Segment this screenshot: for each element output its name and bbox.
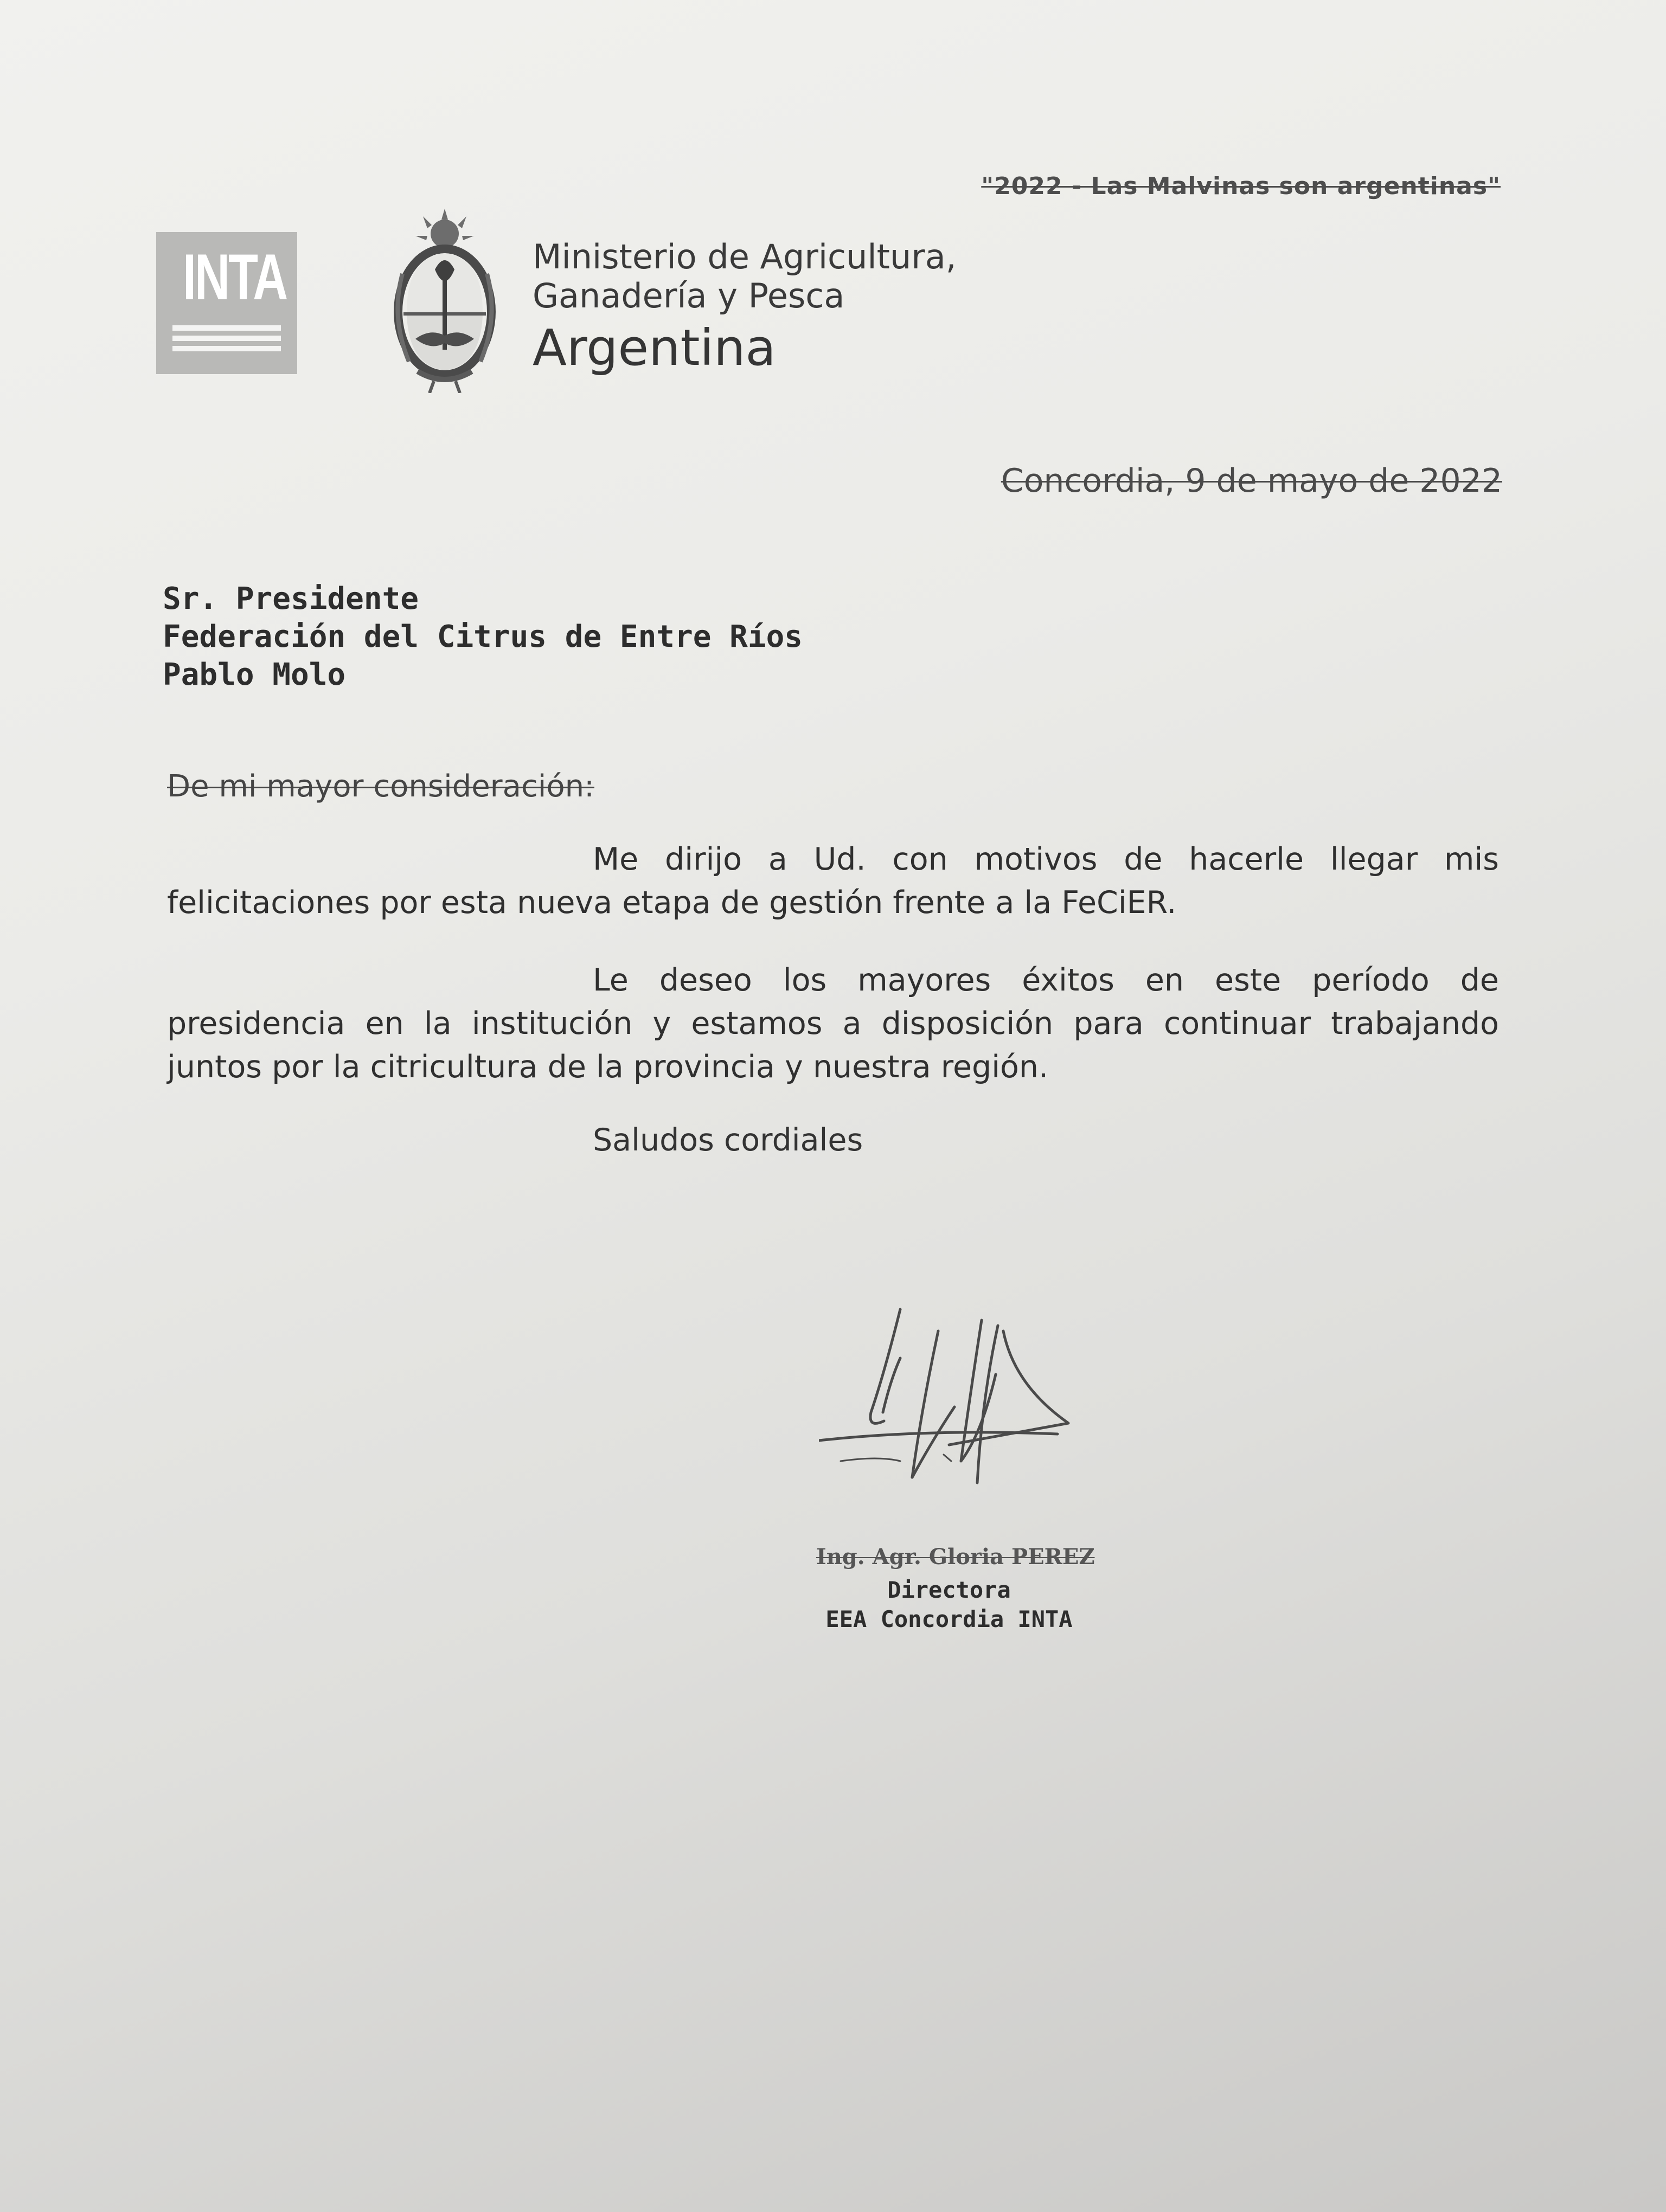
body-paragraph: Le deseo los mayores éxitos en este período de presidencia en la institución y estamos a disposición para continuar trabajando juntos por la citricultura de la provincia y nuestra región. — [167, 962, 1499, 1085]
ministry-country: Argentina — [533, 319, 776, 377]
inta-logo — [156, 232, 297, 374]
recipient-block — [163, 580, 803, 694]
signer-organization: EEA Concordia INTA — [825, 1606, 1073, 1632]
inta-logo-text: INTA — [183, 241, 287, 313]
handwritten-signature — [819, 1298, 1128, 1515]
inta-logo-lines — [172, 325, 281, 356]
recipient-title: Sr. Presidente — [163, 581, 419, 616]
letter-date: Concordia, 9 de mayo de 2022 — [1001, 462, 1502, 500]
recipient-name: Pablo Molo — [163, 657, 346, 692]
salutation: De mi mayor consideración: — [167, 769, 594, 804]
signer-name: Ing. Agr. Gloria PEREZ — [816, 1544, 1095, 1570]
argentina-coat-of-arms-icon — [385, 209, 504, 393]
ministry-header — [533, 237, 956, 376]
body-paragraph: Me dirijo a Ud. con motivos de hacerle llegar mis felicitaciones por esta nueva etapa de gestión frente a la FeCiER. — [167, 841, 1499, 921]
signer-title: Directora — [887, 1577, 1011, 1603]
ministry-name-line2: Ganadería y Pesca — [533, 276, 845, 316]
recipient-organization: Federación del Citrus de Entre Ríos — [163, 619, 803, 654]
closing-phrase: Saludos cordiales — [593, 1122, 863, 1158]
header-motto: "2022 - Las Malvinas son argentinas" — [981, 172, 1501, 200]
ministry-name-line1: Ministerio de Agricultura, — [533, 237, 957, 276]
